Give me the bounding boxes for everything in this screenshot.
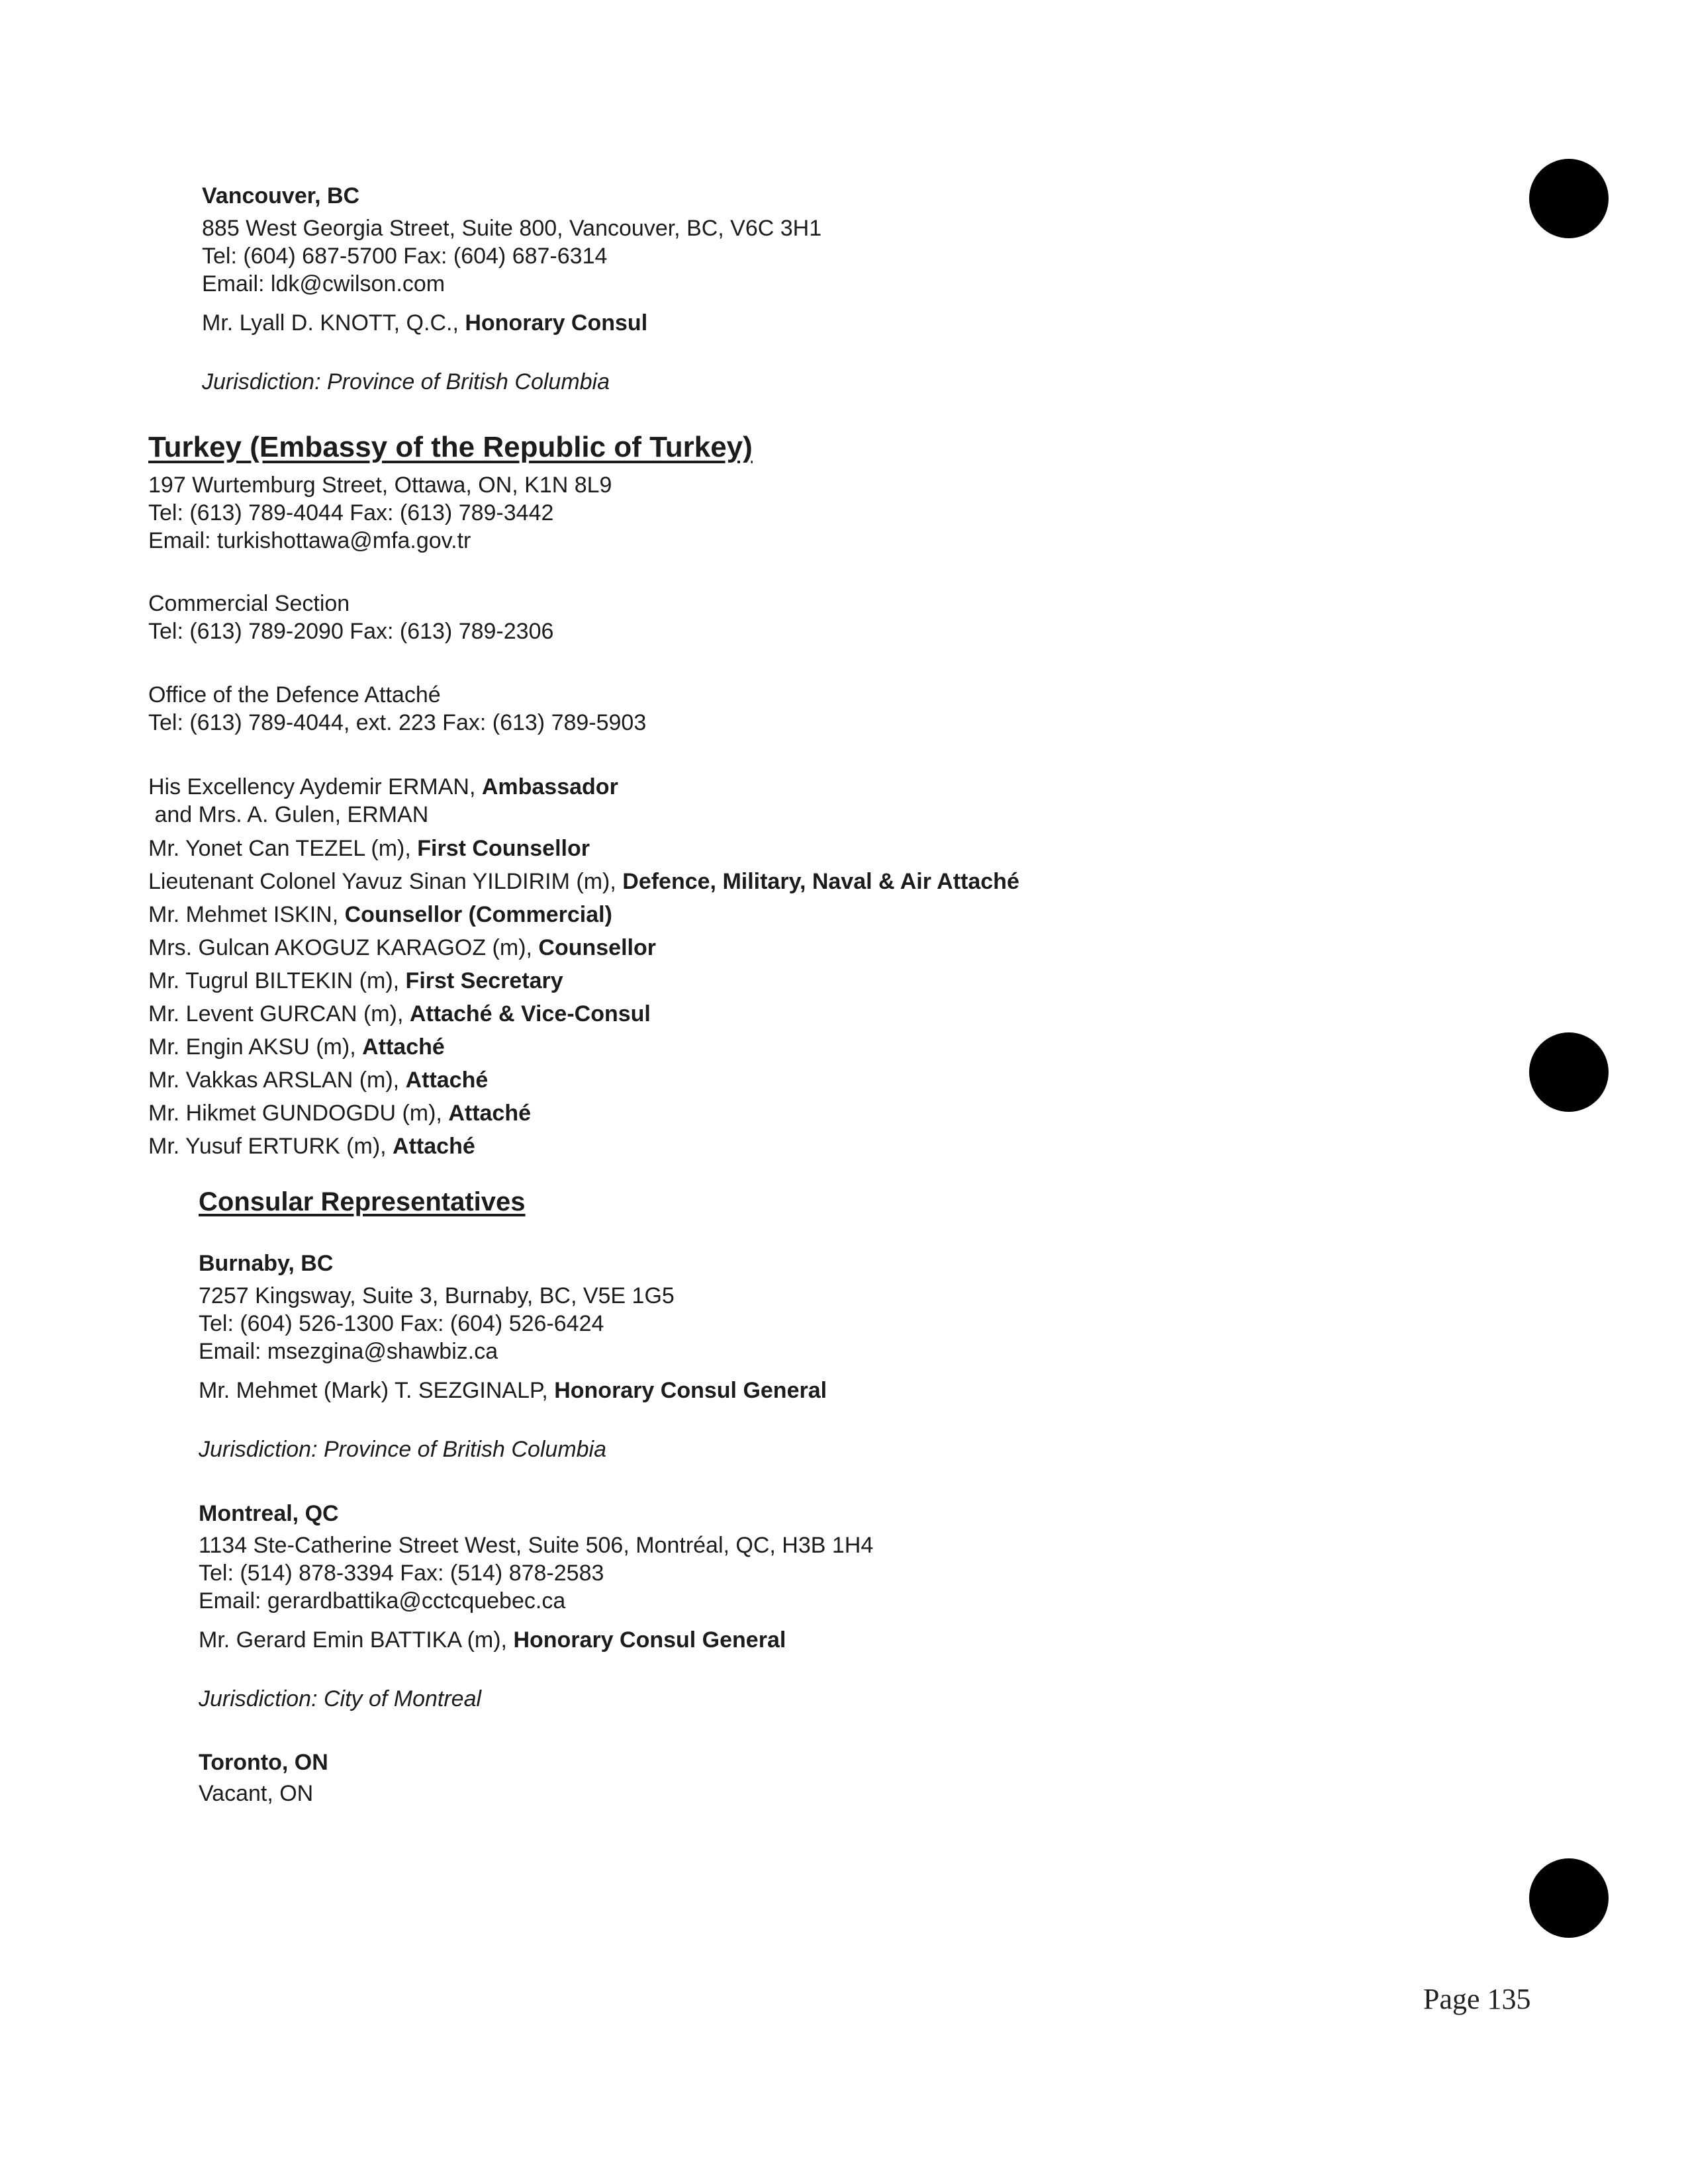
staff-name: Mr. Tugrul BILTEKIN (m), bbox=[148, 968, 406, 993]
consular-heading: Consular Representatives bbox=[199, 1187, 526, 1216]
burnaby-contact bbox=[199, 1377, 827, 1404]
montreal-city: Montreal, QC bbox=[199, 1501, 339, 1526]
staff-name: Mr. Hikmet GUNDOGDU (m), bbox=[148, 1101, 449, 1126]
vancouver-city: Vancouver, BC bbox=[202, 183, 360, 208]
burnaby-jurisdiction: Jurisdiction: Province of British Columbia bbox=[199, 1437, 607, 1462]
defence-office-tel: Tel: (613) 789-4044, ext. 223 Fax: (613) 789-5903 bbox=[148, 710, 647, 735]
contact-title: Honorary Consul General bbox=[554, 1378, 827, 1403]
burnaby-address: 7257 Kingsway, Suite 3, Burnaby, BC, V5E 1G5 bbox=[199, 1283, 675, 1308]
staff-title: Attaché bbox=[448, 1101, 532, 1126]
staff-name: Lieutenant Colonel Yavuz Sinan YILDIRIM (m), bbox=[148, 869, 623, 894]
montreal-address: 1134 Ste-Catherine Street West, Suite 506, Montréal, QC, H3B 1H4 bbox=[199, 1533, 874, 1558]
embassy-tel: Tel: (613) 789-4044 Fax: (613) 789-3442 bbox=[148, 500, 554, 525]
burnaby-city: Burnaby, BC bbox=[199, 1251, 334, 1276]
staff-row bbox=[148, 835, 590, 862]
staff-title: First Counsellor bbox=[417, 836, 590, 861]
montreal-tel: Tel: (514) 878-3394 Fax: (514) 878-2583 bbox=[199, 1561, 604, 1586]
vancouver-jurisdiction: Jurisdiction: Province of British Columbia bbox=[202, 369, 610, 394]
vancouver-tel: Tel: (604) 687-5700 Fax: (604) 687-6314 bbox=[202, 244, 608, 269]
staff-row bbox=[148, 934, 656, 961]
staff-title: First Secretary bbox=[405, 968, 563, 993]
toronto-status: Vacant, ON bbox=[199, 1781, 314, 1806]
staff-name: Mr. Engin AKSU (m), bbox=[148, 1034, 363, 1060]
punch-hole-icon bbox=[1529, 1032, 1609, 1112]
staff-row bbox=[148, 968, 563, 994]
contact-title: Honorary Consul bbox=[465, 310, 648, 336]
punch-hole-icon bbox=[1529, 1858, 1609, 1938]
punch-hole-icon bbox=[1529, 159, 1609, 238]
staff-row bbox=[148, 868, 1019, 895]
commercial-section-tel: Tel: (613) 789-2090 Fax: (613) 789-2306 bbox=[148, 619, 554, 644]
burnaby-tel: Tel: (604) 526-1300 Fax: (604) 526-6424 bbox=[199, 1311, 604, 1336]
vancouver-contact bbox=[202, 310, 647, 336]
vancouver-email: Email: ldk@cwilson.com bbox=[202, 271, 445, 296]
commercial-section-label: Commercial Section bbox=[148, 591, 350, 616]
burnaby-email: Email: msezgina@shawbiz.ca bbox=[199, 1339, 498, 1364]
staff-title: Attaché bbox=[393, 1134, 475, 1159]
staff-row bbox=[148, 801, 428, 828]
contact-name: Mr. Gerard Emin BATTIKA (m), bbox=[199, 1627, 514, 1653]
staff-row bbox=[148, 1067, 488, 1093]
staff-title: Attaché bbox=[405, 1068, 489, 1093]
defence-office-label: Office of the Defence Attaché bbox=[148, 682, 441, 707]
staff-name: Mr. Levent GURCAN (m), bbox=[148, 1001, 410, 1026]
vancouver-address: 885 West Georgia Street, Suite 800, Vancouver, BC, V6C 3H1 bbox=[202, 216, 822, 241]
montreal-contact bbox=[199, 1627, 786, 1653]
staff-title: Ambassador bbox=[481, 774, 618, 799]
staff-title: Counsellor bbox=[538, 935, 656, 960]
toronto-city: Toronto, ON bbox=[199, 1750, 328, 1775]
embassy-heading: Turkey (Embassy of the Republic of Turkey) bbox=[148, 431, 753, 463]
staff-title: Attaché & Vice-Consul bbox=[409, 1001, 651, 1026]
embassy-email: Email: turkishottawa@mfa.gov.tr bbox=[148, 528, 471, 553]
staff-row bbox=[148, 1034, 445, 1060]
staff-row bbox=[148, 901, 612, 928]
staff-title: Defence, Military, Naval & Air Attaché bbox=[622, 869, 1019, 894]
contact-name: Mr. Mehmet (Mark) T. SEZGINALP, bbox=[199, 1378, 555, 1403]
staff-name: Mr. Yusuf ERTURK (m), bbox=[148, 1134, 393, 1159]
staff-name: and Mrs. A. Gulen, ERMAN bbox=[148, 802, 429, 827]
staff-name: Mr. Yonet Can TEZEL (m), bbox=[148, 836, 418, 861]
montreal-jurisdiction: Jurisdiction: City of Montreal bbox=[199, 1686, 482, 1711]
staff-row bbox=[148, 1001, 651, 1027]
page-number: Page 135 bbox=[1423, 1983, 1531, 2015]
staff-row bbox=[148, 774, 618, 800]
embassy-address: 197 Wurtemburg Street, Ottawa, ON, K1N 8L9 bbox=[148, 473, 612, 498]
staff-row bbox=[148, 1100, 531, 1126]
staff-name: Mr. Mehmet ISKIN, bbox=[148, 902, 345, 927]
montreal-email: Email: gerardbattika@cctcquebec.ca bbox=[199, 1588, 566, 1614]
staff-name: His Excellency Aydemir ERMAN, bbox=[148, 774, 482, 799]
contact-name: Mr. Lyall D. KNOTT, Q.C., bbox=[202, 310, 465, 336]
staff-title: Attaché bbox=[362, 1034, 445, 1060]
contact-title: Honorary Consul General bbox=[513, 1627, 786, 1653]
staff-row bbox=[148, 1133, 475, 1160]
staff-name: Mrs. Gulcan AKOGUZ KARAGOZ (m), bbox=[148, 935, 539, 960]
staff-title: Counsellor (Commercial) bbox=[344, 902, 612, 927]
staff-name: Mr. Vakkas ARSLAN (m), bbox=[148, 1068, 406, 1093]
